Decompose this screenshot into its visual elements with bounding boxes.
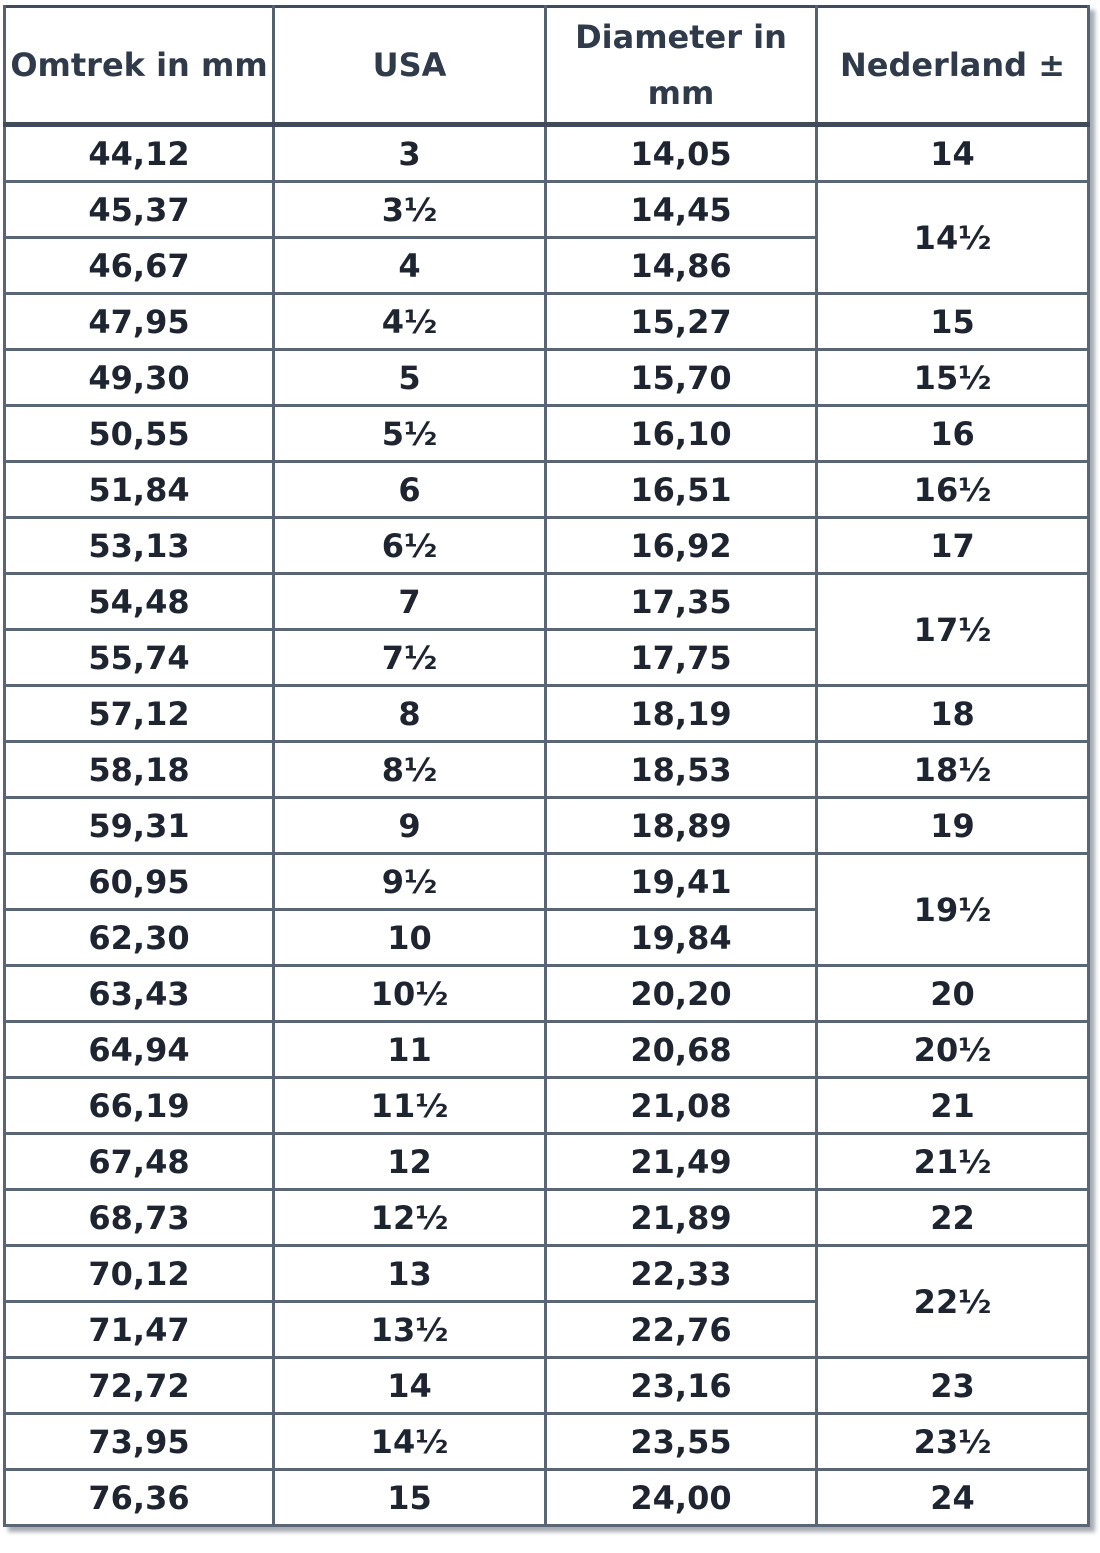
header-nederland: Nederland ± (817, 7, 1089, 125)
cell-diameter: 22,76 (546, 1302, 817, 1358)
cell-nederland: 16 (817, 406, 1089, 462)
table-row (5, 1246, 1089, 1302)
cell-nederland: 15 (817, 294, 1089, 350)
cell-diameter: 18,19 (546, 686, 817, 742)
header-usa: USA (274, 7, 546, 125)
cell-omtrek: 59,31 (5, 798, 274, 854)
cell-diameter: 16,92 (546, 518, 817, 574)
cell-omtrek: 45,37 (5, 182, 274, 238)
cell-nederland: 22 (817, 1190, 1089, 1246)
header-row (5, 7, 1089, 125)
cell-usa: 15 (274, 1470, 546, 1526)
cell-diameter: 24,00 (546, 1470, 817, 1526)
cell-usa: 11 (274, 1022, 546, 1078)
cell-omtrek: 60,95 (5, 854, 274, 910)
cell-diameter: 19,84 (546, 910, 817, 966)
cell-usa: 4 (274, 238, 546, 294)
cell-omtrek: 62,30 (5, 910, 274, 966)
cell-usa: 13 (274, 1246, 546, 1302)
table-row (5, 686, 1089, 742)
cell-diameter: 14,86 (546, 238, 817, 294)
header-diameter: Diameter in mm (546, 7, 817, 125)
cell-omtrek: 71,47 (5, 1302, 274, 1358)
cell-diameter: 21,89 (546, 1190, 817, 1246)
cell-nederland: 14 (817, 125, 1089, 182)
ring-size-table (3, 5, 1090, 1527)
table-row (5, 1190, 1089, 1246)
table-row (5, 1358, 1089, 1414)
cell-omtrek: 47,95 (5, 294, 274, 350)
cell-diameter: 19,41 (546, 854, 817, 910)
cell-usa: 6 (274, 462, 546, 518)
cell-usa: 6½ (274, 518, 546, 574)
cell-nederland: 19½ (817, 854, 1089, 966)
cell-nederland: 24 (817, 1470, 1089, 1526)
cell-nederland: 23½ (817, 1414, 1089, 1470)
cell-diameter: 16,51 (546, 462, 817, 518)
cell-nederland: 16½ (817, 462, 1089, 518)
cell-omtrek: 64,94 (5, 1022, 274, 1078)
cell-usa: 13½ (274, 1302, 546, 1358)
cell-nederland: 17½ (817, 574, 1089, 686)
cell-omtrek: 70,12 (5, 1246, 274, 1302)
cell-usa: 10 (274, 910, 546, 966)
cell-omtrek: 50,55 (5, 406, 274, 462)
cell-diameter: 18,53 (546, 742, 817, 798)
cell-usa: 8½ (274, 742, 546, 798)
cell-diameter: 22,33 (546, 1246, 817, 1302)
cell-nederland: 18½ (817, 742, 1089, 798)
cell-omtrek: 53,13 (5, 518, 274, 574)
cell-usa: 14 (274, 1358, 546, 1414)
cell-omtrek: 72,72 (5, 1358, 274, 1414)
table-row (5, 182, 1089, 238)
table-row (5, 1078, 1089, 1134)
cell-omtrek: 49,30 (5, 350, 274, 406)
cell-usa: 5 (274, 350, 546, 406)
cell-usa: 3 (274, 125, 546, 182)
cell-omtrek: 51,84 (5, 462, 274, 518)
cell-omtrek: 73,95 (5, 1414, 274, 1470)
table-row (5, 294, 1089, 350)
table-row (5, 518, 1089, 574)
cell-omtrek: 68,73 (5, 1190, 274, 1246)
cell-nederland: 14½ (817, 182, 1089, 294)
table-row (5, 1470, 1089, 1526)
table-row (5, 406, 1089, 462)
cell-diameter: 21,49 (546, 1134, 817, 1190)
table-row (5, 1022, 1089, 1078)
cell-omtrek: 54,48 (5, 574, 274, 630)
table-row (5, 854, 1089, 910)
table-row (5, 350, 1089, 406)
cell-diameter: 17,35 (546, 574, 817, 630)
cell-usa: 7½ (274, 630, 546, 686)
cell-nederland: 19 (817, 798, 1089, 854)
table-row (5, 798, 1089, 854)
cell-diameter: 23,16 (546, 1358, 817, 1414)
cell-diameter: 20,20 (546, 966, 817, 1022)
cell-usa: 4½ (274, 294, 546, 350)
cell-usa: 14½ (274, 1414, 546, 1470)
cell-nederland: 21½ (817, 1134, 1089, 1190)
cell-diameter: 14,05 (546, 125, 817, 182)
cell-nederland: 20 (817, 966, 1089, 1022)
cell-diameter: 18,89 (546, 798, 817, 854)
cell-diameter: 20,68 (546, 1022, 817, 1078)
cell-usa: 12 (274, 1134, 546, 1190)
cell-nederland: 17 (817, 518, 1089, 574)
table-row (5, 966, 1089, 1022)
cell-diameter: 21,08 (546, 1078, 817, 1134)
cell-omtrek: 63,43 (5, 966, 274, 1022)
cell-omtrek: 55,74 (5, 630, 274, 686)
cell-usa: 9½ (274, 854, 546, 910)
table-row (5, 742, 1089, 798)
cell-omtrek: 67,48 (5, 1134, 274, 1190)
cell-usa: 7 (274, 574, 546, 630)
cell-diameter: 16,10 (546, 406, 817, 462)
cell-nederland: 18 (817, 686, 1089, 742)
cell-diameter: 17,75 (546, 630, 817, 686)
cell-usa: 5½ (274, 406, 546, 462)
cell-nederland: 15½ (817, 350, 1089, 406)
cell-nederland: 20½ (817, 1022, 1089, 1078)
cell-diameter: 15,27 (546, 294, 817, 350)
cell-omtrek: 44,12 (5, 125, 274, 182)
cell-usa: 3½ (274, 182, 546, 238)
cell-usa: 9 (274, 798, 546, 854)
cell-omtrek: 57,12 (5, 686, 274, 742)
cell-omtrek: 46,67 (5, 238, 274, 294)
cell-nederland: 23 (817, 1358, 1089, 1414)
cell-usa: 12½ (274, 1190, 546, 1246)
cell-omtrek: 76,36 (5, 1470, 274, 1526)
table-row (5, 462, 1089, 518)
table-row (5, 125, 1089, 182)
cell-diameter: 14,45 (546, 182, 817, 238)
table-row (5, 574, 1089, 630)
cell-omtrek: 58,18 (5, 742, 274, 798)
size-rows (5, 125, 1089, 1526)
cell-nederland: 22½ (817, 1246, 1089, 1358)
table-row (5, 1414, 1089, 1470)
cell-diameter: 23,55 (546, 1414, 817, 1470)
cell-usa: 8 (274, 686, 546, 742)
header-omtrek: Omtrek in mm (5, 7, 274, 125)
cell-usa: 10½ (274, 966, 546, 1022)
cell-omtrek: 66,19 (5, 1078, 274, 1134)
cell-nederland: 21 (817, 1078, 1089, 1134)
cell-diameter: 15,70 (546, 350, 817, 406)
cell-usa: 11½ (274, 1078, 546, 1134)
table-row (5, 1134, 1089, 1190)
